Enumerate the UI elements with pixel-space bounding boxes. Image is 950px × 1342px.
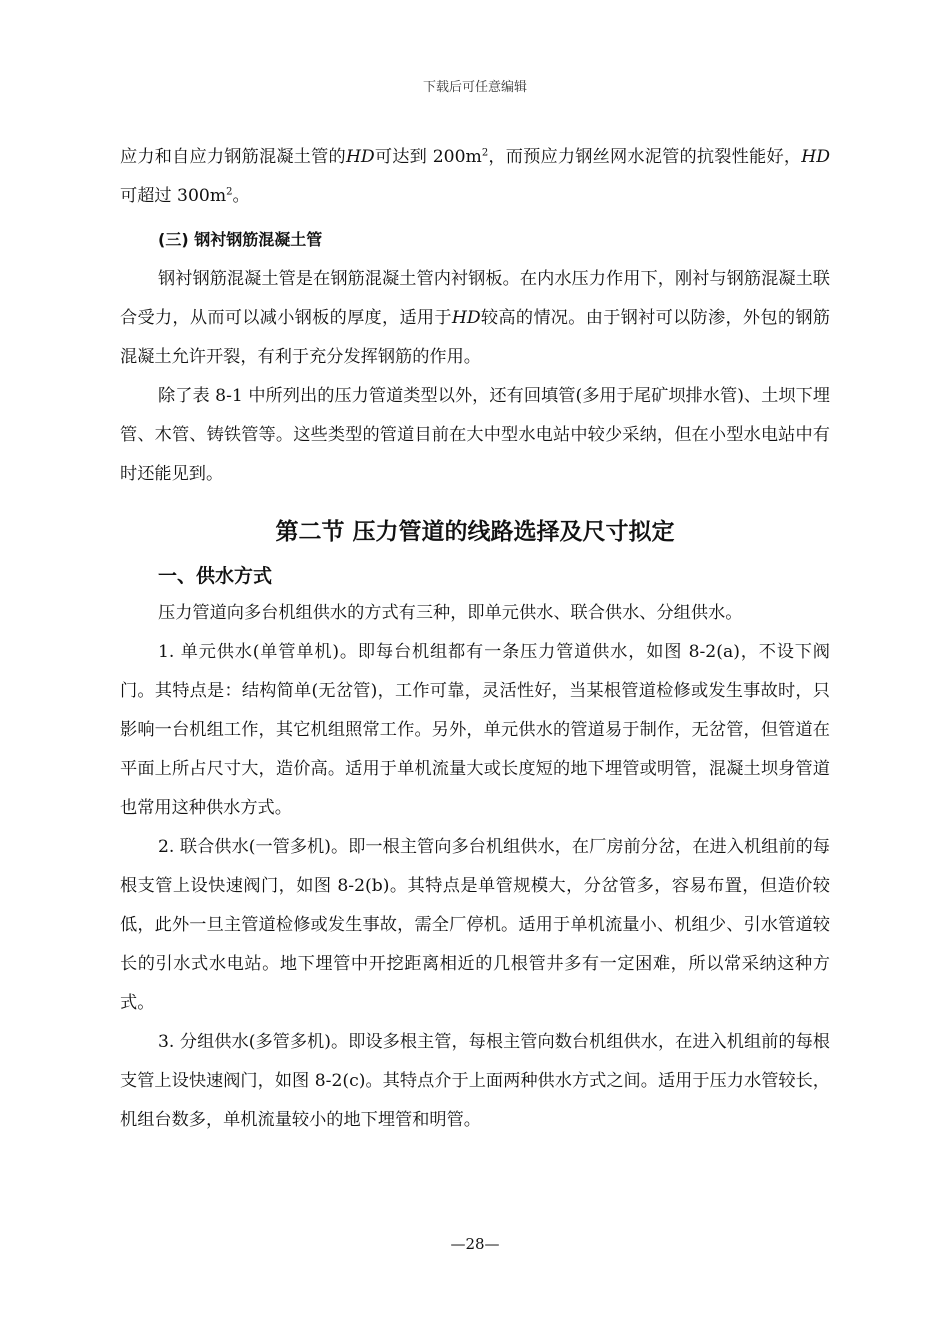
page-header: 下载后可任意编辑 <box>422 80 527 95</box>
text-span: 可达到 200m <box>374 147 482 167</box>
page-number: —28— <box>450 1235 500 1253</box>
section-title: 第二节 压力管道的线路选择及尺寸拟定 <box>275 519 675 545</box>
hd-symbol: HD <box>801 147 830 167</box>
paragraph-joint-supply: 2. 联合供水(一管多机)。即一根主管向多台机组供水，在厂房前分岔，在进入机组前的每根支管上设快速阀门，如图 8-2(b)。其特点是单管规模大，分岔管多，容易布置，但造价较低，此外一旦主管道检修或发生事故，需全厂停机。适用于单机流量小、机组少、引水管道较长的引水式水电站。地下埋管中开挖距离相近的几根管井多有一定困难，所以常采纳这种方式。 <box>120 837 830 1013</box>
heading-water-supply: 一、供水方式 <box>158 565 273 587</box>
text-span: 较高的情况。由于钢衬可以防渗，外包的钢筋混凝土允许开裂，有利于充分发挥钢筋的作用。 <box>120 308 830 367</box>
text-span: 可超过 300m <box>120 186 227 206</box>
text-span: ，而预应力钢丝网水泥管的抗裂性能好， <box>488 147 802 167</box>
paragraph-unit-supply: 1. 单元供水(单管单机)。即每台机组都有一条压力管道供水，如图 8-2(a)，不设下阀门。其特点是：结构简单(无岔管)，工作可靠，灵活性好，当某根管道检修或发生事故时，只影响一台机组工作，其它机组照常工作。另外，单元供水的管道易于制作，无岔管，但管道在平面上所占尺寸大，造价高。适用于单机流量大或长度短的地下埋管或明管，混凝土坝身管道也常用这种供水方式。 <box>120 642 830 818</box>
hd-symbol: HD <box>345 147 375 167</box>
hd-symbol: HD <box>451 308 481 328</box>
document-body <box>120 138 830 1140</box>
text-span: 钢衬钢筋混凝土管是在钢筋混凝土管内衬钢板。在内水压力作用下，刚衬与钢筋混凝土联合受力，从而可以减小钢板的厚度，适用于 <box>120 269 830 328</box>
superscript: 2 <box>481 147 489 159</box>
text-span: 应力和自应力钢筋混凝土管的 <box>120 147 346 167</box>
paragraph-other-types: 除了表 8-1 中所列出的压力管道类型以外，还有回填管(多用于尾矿坝排水管)、土坝下埋管、木管、铸铁管等。这些类型的管道目前在大中型水电站中较少采纳，但在小型水电站中有时还能见到。 <box>120 386 830 484</box>
paragraph-intro: 压力管道向多台机组供水的方式有三种，即单元供水、联合供水、分组供水。 <box>158 603 743 623</box>
superscript: 2 <box>226 186 233 198</box>
paragraph-group-supply: 3. 分组供水(多管多机)。即设多根主管，每根主管向数台机组供水，在进入机组前的每根支管上设快速阀门，如图 8-2(c)。其特点介于上面两种供水方式之间。适用于压力水管较长，机组台数多，单机流量较小的地下埋管和明管。 <box>120 1032 830 1130</box>
subheading: (三) 钢衬钢筋混凝土管 <box>158 230 323 249</box>
paragraph-steel-lined <box>120 260 830 377</box>
paragraph-continued <box>120 138 830 216</box>
text-span: 。 <box>232 186 250 206</box>
